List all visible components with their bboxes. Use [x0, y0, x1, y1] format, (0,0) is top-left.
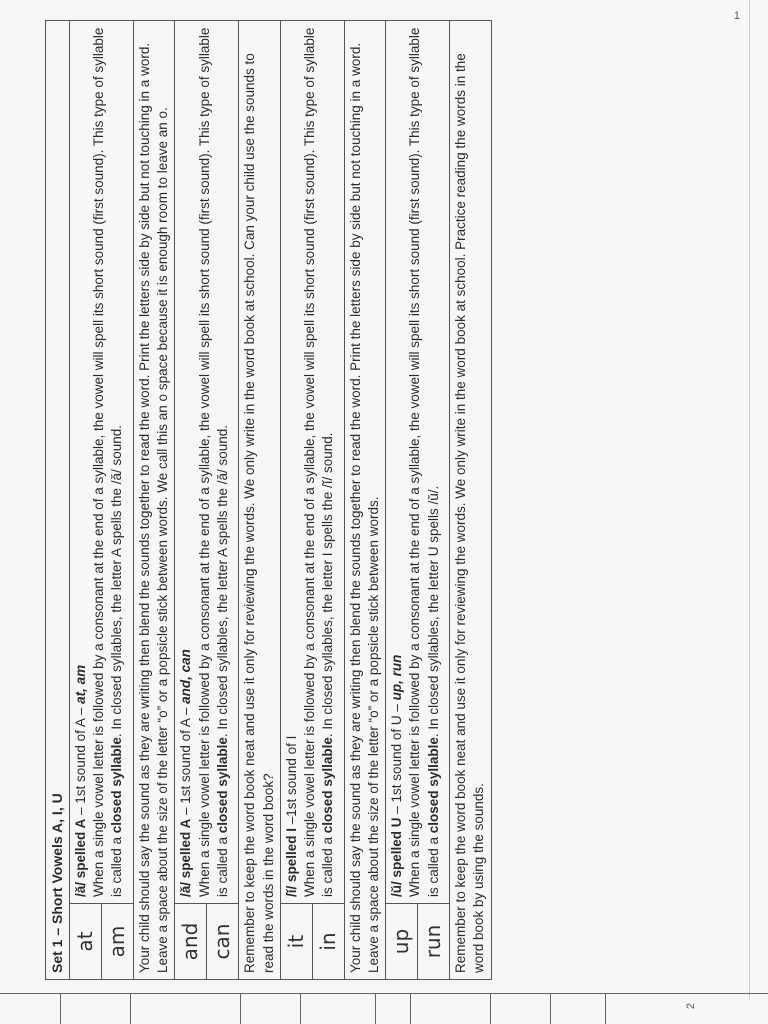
vowel-worksheet-table: [45, 20, 492, 980]
writing-note-1: Your child should say the sound as they are writing then blend the sounds together to read the word. Print the letters side by side but not touching in a word. Leave a space about the size of the letter “o” or a popsicle stick between words. We call this an o space because it is enough room to leave an o.: [133, 21, 174, 980]
rule-text-tail: . In closed syllables, the letter I spells the /ĭ/ sound.: [320, 432, 336, 738]
page-number-bottom: 2: [685, 1002, 698, 1010]
rule-cell-a1: [69, 21, 133, 904]
rule-text: When a single vowel letter is followed by a consonant at the end of a syllable, the vowel will spell its short sound (first sound). This type of syllable is called a: [407, 27, 441, 897]
rule-heading-tail: – 1st sound of A –: [178, 703, 194, 819]
rule-text-tail: . In closed syllables, the letter A spells the /ă/ sound.: [109, 424, 125, 738]
rule-heading-tail: – 1st sound of A –: [72, 703, 88, 819]
next-page-bleed: [0, 993, 768, 1024]
word-book-note-1: Remember to keep the word book neat and use it only for reviewing the words. We only write in the word book at school. Can your child use the sounds to read the words in the word book?: [239, 21, 280, 980]
rule-term: closed syllable: [320, 737, 336, 834]
rule-heading-tail: – 1st sound of U –: [389, 700, 405, 818]
word-and: and: [175, 904, 207, 980]
rule-term: closed syllable: [214, 737, 230, 834]
word-in: in: [312, 904, 344, 980]
rule-heading: /ĭ/ spelled I: [283, 827, 299, 897]
rule-term: closed syllable: [425, 737, 441, 834]
example-words: and, can: [178, 649, 194, 704]
rule-heading-tail: –1st sound of I: [283, 735, 299, 828]
rule-cell-u: [386, 21, 450, 904]
rule-cell-i: [280, 21, 344, 904]
rule-text-tail: . In closed syllables, the letter A spells the /ă/ sound.: [214, 424, 230, 738]
example-words: up, run: [389, 654, 405, 701]
rule-heading: /ă/ spelled A: [72, 818, 88, 897]
word-it: it: [280, 904, 312, 980]
word-up: up: [386, 904, 418, 980]
example-words: at, am: [72, 664, 88, 704]
rotated-worksheet: [45, 20, 735, 980]
rule-text: When a single vowel letter is followed by a consonant at the end of a syllable, the vowel will spell its short sound (first sound). This type of syllable is called a: [301, 27, 336, 897]
word-run: run: [418, 904, 450, 980]
page-edge-line: [749, 0, 750, 1000]
word-at: at: [69, 904, 101, 980]
set-title: Set 1 – Short Vowels A, I, U: [46, 21, 70, 980]
rule-text: When a single vowel letter is followed by a consonant at the end of a syllable, the vowel will spell its short sound (first sound). This type of syllable is called a: [91, 27, 125, 897]
word-can: can: [207, 904, 239, 980]
rule-text: When a single vowel letter is followed by a consonant at the end of a syllable, the vowel will spell its short sound (first sound). This type of syllable is called a: [196, 27, 230, 897]
word-book-note-2: Remember to keep the word book neat and use it only for reviewing the words. We only write in the word book at school. Practice reading the words in the word book by using the sounds.: [450, 21, 491, 980]
writing-note-2: Your child should say the sound as they are writing then blend the sounds together to read the word. Print the letters side by side but not touching in a word. Leave a space about the size of the letter “o” or a popsicle stick between words.: [344, 21, 385, 980]
page-number-top: 1: [733, 10, 740, 22]
rule-heading: /ŭ/ spelled U: [389, 817, 405, 897]
rule-term: closed syllable: [109, 737, 125, 834]
word-am: am: [101, 904, 133, 980]
rule-heading: /ă/ spelled A: [178, 818, 194, 897]
rule-cell-a2: [175, 21, 239, 904]
rule-text-tail: . In closed syllables, the letter U spells /ŭ/.: [425, 485, 441, 738]
